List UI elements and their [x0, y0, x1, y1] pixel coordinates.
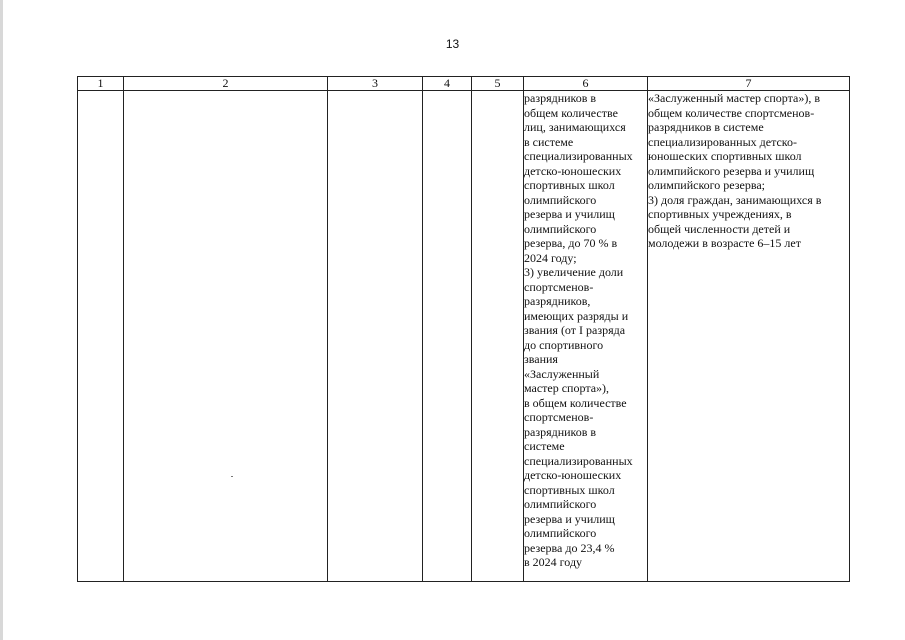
text-line: разрядников в системе — [648, 120, 764, 134]
col-7-text — [648, 91, 849, 251]
text-line: 3) увеличение доли — [524, 265, 624, 279]
text-line: юношеских спортивных школ — [648, 149, 802, 163]
text-line: системе — [524, 439, 565, 453]
header-col-2: 2 — [124, 77, 328, 91]
cell-col-3 — [328, 91, 423, 582]
text-line: разрядников, — [524, 294, 591, 308]
text-line: олимпийского резерва; — [648, 178, 765, 192]
text-line: звания — [524, 352, 558, 366]
text-line: спортсменов- — [524, 279, 594, 294]
text-line: общей численности детей и — [648, 221, 791, 236]
header-col-3: 3 — [328, 77, 423, 91]
cell-col-7 — [648, 91, 850, 582]
text-line: олимпийского резерва и училищ — [648, 163, 815, 178]
text-line: имеющих разряды и — [524, 308, 629, 323]
text-line: молодежи в возрасте 6–15 лет — [648, 236, 801, 250]
cell-col-2 — [124, 91, 328, 582]
text-line: детско-юношеских — [524, 163, 622, 178]
text-line: в системе — [524, 134, 574, 149]
text-line: до спортивного — [524, 337, 604, 352]
col-6-text — [524, 91, 647, 570]
page-number: 13 — [445, 37, 460, 51]
cell-col-4 — [423, 91, 472, 582]
text-line: спортивных школ — [524, 178, 615, 192]
text-line: олимпийского — [524, 497, 597, 511]
text-line: разрядников в — [524, 424, 597, 439]
cell-col-6 — [524, 91, 648, 582]
text-line: 2024 году; — [524, 250, 577, 265]
text-line: специализированных — [524, 453, 633, 468]
text-line: резерва до 23,4 % — [524, 540, 615, 555]
table-header-row — [78, 77, 850, 91]
cell-col-1 — [78, 91, 124, 582]
text-line: общем количестве спортсменов- — [648, 105, 815, 120]
text-line: детско-юношеских — [524, 468, 622, 482]
text-line: общем количестве — [524, 105, 618, 120]
header-col-5: 5 — [472, 77, 524, 91]
text-line: олимпийского — [524, 221, 597, 236]
text-line: разрядников в — [524, 91, 597, 105]
stray-mark — [231, 476, 233, 477]
text-line: резерва и училищ — [524, 207, 615, 221]
text-line: резерва и училищ — [524, 511, 615, 526]
text-line: спортсменов- — [524, 410, 594, 424]
page-left-edge — [0, 0, 3, 640]
text-line: в общем количестве — [524, 395, 627, 410]
text-line: спортивных учреждениях, в — [648, 207, 792, 221]
text-line: олимпийского — [524, 192, 597, 207]
text-line: в 2024 году — [524, 555, 583, 569]
header-col-1: 1 — [78, 77, 124, 91]
header-col-4: 4 — [423, 77, 472, 91]
document-table — [77, 76, 850, 582]
text-line: «Заслуженный мастер спорта»), в — [648, 91, 820, 105]
text-line: «Заслуженный — [524, 366, 600, 381]
text-line: 3) доля граждан, занимающихся в — [648, 192, 822, 207]
text-line: резерва, до 70 % в — [524, 236, 618, 250]
text-line: специализированных — [524, 149, 633, 163]
text-line: специализированных детско- — [648, 134, 798, 149]
text-line: звания (от I разряда — [524, 323, 626, 337]
text-line: мастер спорта»), — [524, 381, 610, 395]
header-col-6: 6 — [524, 77, 648, 91]
header-col-7: 7 — [648, 77, 850, 91]
cell-col-5 — [472, 91, 524, 582]
text-line: лиц, занимающихся — [524, 120, 626, 134]
text-line: олимпийского — [524, 526, 597, 540]
table-row — [78, 91, 850, 582]
text-line: спортивных школ — [524, 482, 615, 497]
